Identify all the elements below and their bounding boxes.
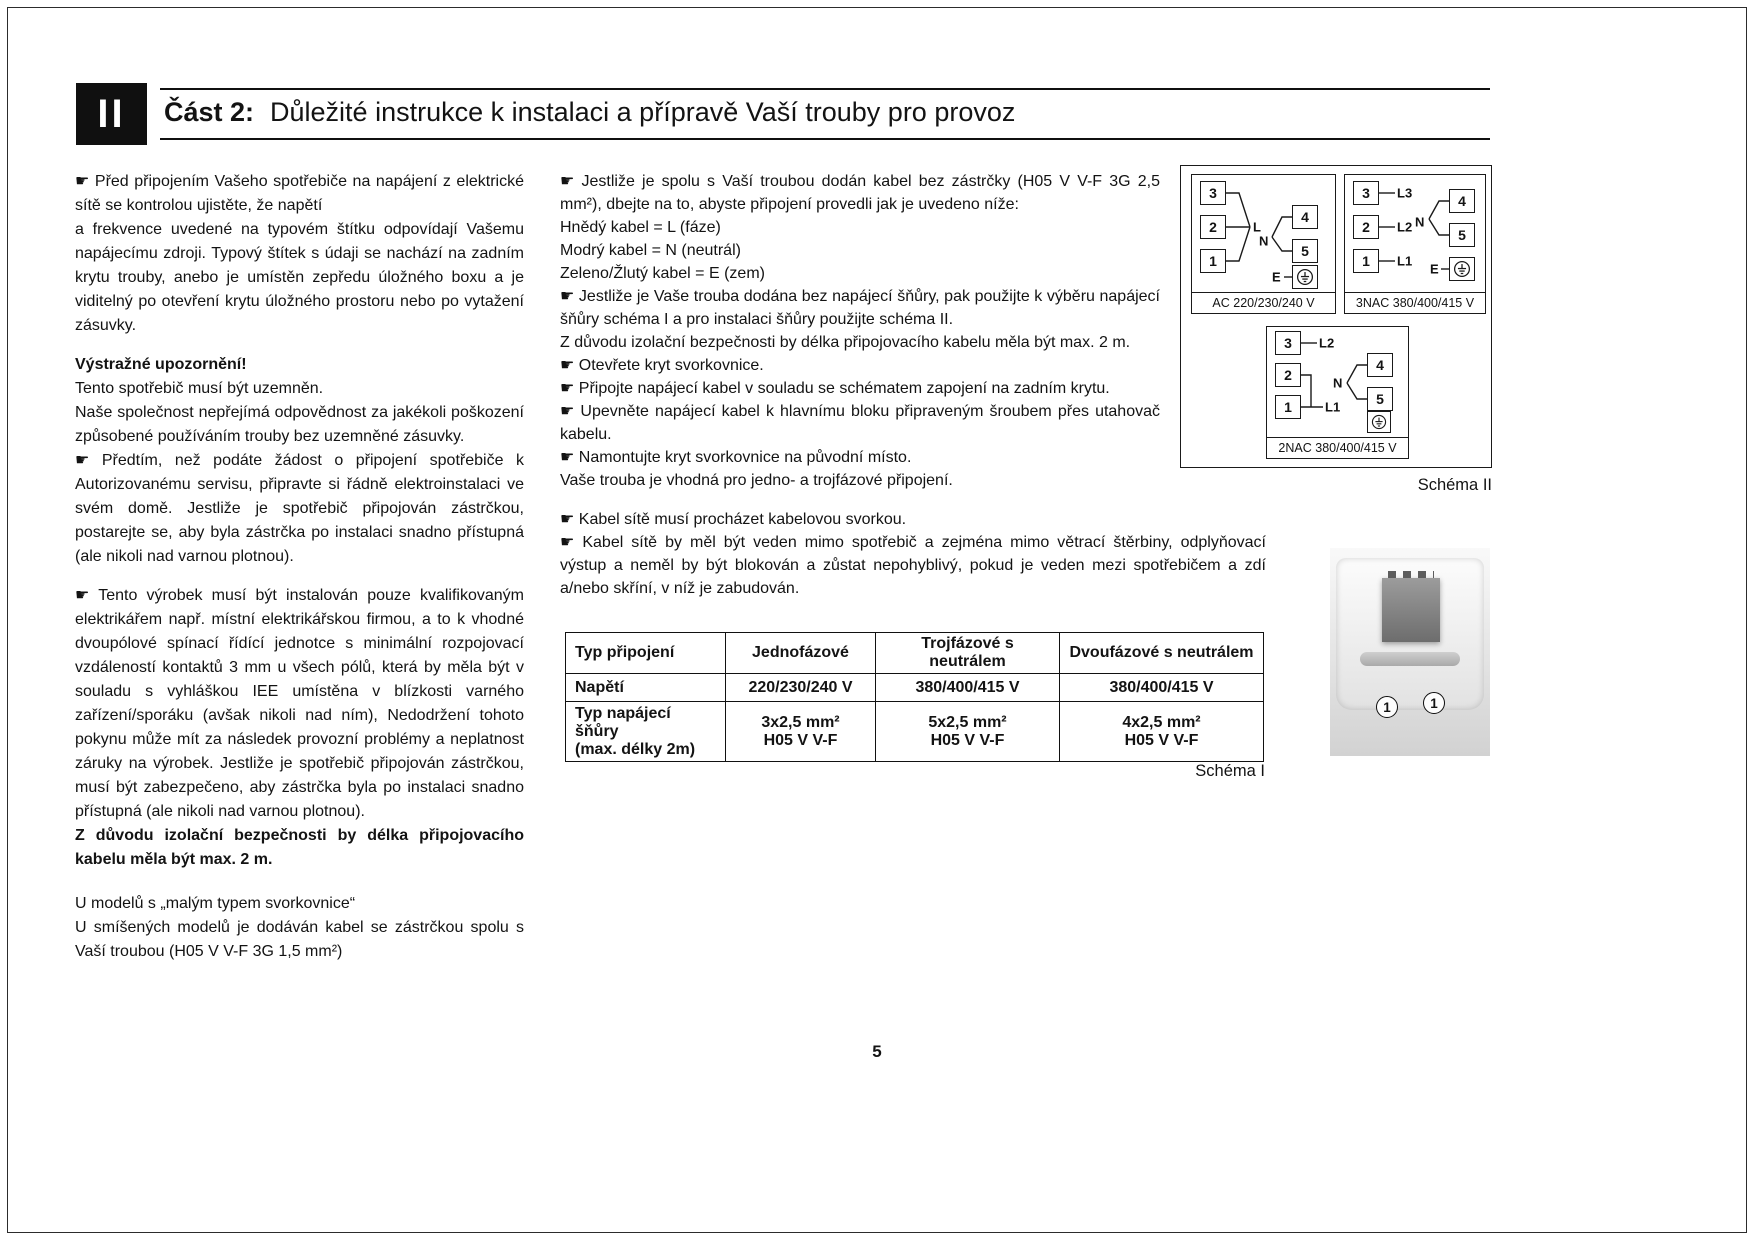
para-suitable-phases: Vaše trouba je vhodná pro jedno- a trojfázové připojení. — [560, 472, 953, 489]
diagram-3nac-three-phase — [1344, 174, 1486, 314]
cord-type-label-line2: (max. délky 2m) — [575, 740, 696, 758]
voltage-row — [566, 674, 1264, 702]
diagram-2nac-two-phase — [1266, 326, 1409, 459]
para-cable-length-bold: Z důvodu izolační bezpečnosti by délka připojovacího kabelu měla být max. 2 m. — [75, 827, 524, 868]
diagram-ac-single-phase — [1191, 174, 1336, 314]
terminal-5: 5 — [1449, 223, 1475, 247]
schema-ii-caption: Schéma II — [1417, 476, 1492, 494]
para-cable-length: Z důvodu izolační bezpečnosti by délka připojovacího kabelu měla být max. 2 m. — [560, 334, 1131, 351]
table-header-row — [566, 633, 1264, 674]
para-liability: Naše společnost nepřejímá odpovědnost za jakékoli poškození způsobené používáním trouby bez uzemněné zásuvky. — [75, 404, 524, 445]
neutral-label: N — [1415, 214, 1425, 230]
para-open-terminal-cover: ☛ Otevřete kryt svorkovnice. — [560, 357, 764, 374]
cord-type-value — [726, 702, 876, 762]
terminal-3: 3 — [1200, 181, 1226, 205]
middle-column — [560, 170, 1269, 600]
earth-icon — [1296, 268, 1314, 286]
phase-label-l3: L3 — [1397, 185, 1413, 201]
para-power-check-2: a frekvence uvedené na typovém štítku odpovídají Vašemu napájecímu zdroji. Typový štítek s údaji se nachází na zadním krytu trouby, anebo je umístěn zepředu úložného boxu a je viditelný po otevření krytu úložného prostoru nebo po vytažení zásuvky. — [75, 221, 524, 334]
earth-icon — [1453, 260, 1471, 278]
para-no-cord-schema: ☛ Jestliže je Vaše trouba dodána bez napájecí šňůry, pak použijte k výběru napájecí šňůry schéma I a pro instalaci šňůry použijte schéma II. — [560, 288, 1160, 328]
para-power-check-1: ☛ Před připojením Vašeho spotřebiče na napájení z elektrické sítě se kontrolou ujistěte, že napětí — [75, 173, 524, 214]
voltage-label: Napětí — [566, 674, 726, 702]
cord-type-value — [1060, 702, 1264, 762]
cord-size: 4x2,5 mm² — [1122, 713, 1201, 731]
header-two-phase: Dvoufázové s neutrálem — [1060, 633, 1264, 674]
cord-size: 3x2,5 mm² — [761, 713, 840, 731]
cable-color-blue: Modrý kabel = N (neutrál) — [560, 242, 741, 259]
header-connection-type: Typ připojení — [566, 633, 726, 674]
terminal-5: 5 — [1292, 239, 1318, 263]
phase-label-l1: L1 — [1397, 253, 1413, 269]
neutral-label: N — [1333, 375, 1343, 391]
page-number: 5 — [872, 1042, 882, 1061]
earth-label: E — [1272, 269, 1281, 285]
diagram-caption: AC 220/230/240 V — [1192, 292, 1335, 313]
diagram-caption: 3NAC 380/400/415 V — [1345, 292, 1485, 313]
earth-icon — [1371, 414, 1387, 430]
terminal-block-photo — [1330, 548, 1490, 756]
cable-color-greenyellow: Zeleno/Žlutý kabel = E (zem) — [560, 265, 765, 282]
para-prepare-wiring: ☛ Předtím, než podáte žádost o připojení spotřebiče k Autorizovanému servisu, připravte si řádně elektroinstalaci ve svém domě. Jestliže je spotřebič připojován zástrčkou, postarejte se, aby byla zástrčka po instalaci snadno přístupná (ale nikoli nad varnou plotnou). — [75, 452, 524, 565]
phase-label-l2: L2 — [1319, 335, 1335, 351]
callout-1-badge: 1 — [1376, 696, 1398, 718]
page-title — [164, 97, 1484, 128]
cord-spec: H05 V V-F — [1124, 731, 1199, 749]
cable-color-brown: Hnědý kabel = L (fáze) — [560, 219, 721, 236]
wiring-diagram-box — [1180, 165, 1492, 468]
cord-spec: H05 V V-F — [763, 731, 838, 749]
terminal-4: 4 — [1367, 353, 1393, 377]
neutral-label: N — [1259, 233, 1269, 249]
para-fasten-cable: ☛ Upevněte napájecí kabel k hlavnímu bloku připraveným šroubem přes utahovač kabelu. — [560, 403, 1160, 443]
title-rule-bottom — [160, 138, 1490, 140]
cord-size: 5x2,5 mm² — [928, 713, 1007, 731]
voltage-value: 220/230/240 V — [726, 674, 876, 702]
voltage-value: 380/400/415 V — [1060, 674, 1264, 702]
para-qualified-electrician: ☛ Tento výrobek musí být instalován pouze kvalifikovaným elektrikářem např. místní elektrikářskou firmou, a to k vhodné dvoupólové spínací řídící jednotce s minimální rozpojovací vzdáleností kontaktů 3 mm u všech pólů, která by měla být v souladu s vyhláškou IEE umístěna v blízkosti varného zařízení/sporáku (avšak nikoli nad ním), Nedodržení tohoto pokynu může mít za následek provozní problémy a neplatnost záruky na výrobek. Jestliže je spotřebič připojován zástrčkou, musí být zabezpečeno, aby zástrčka byla po instalaci snadno přístupná (ale nikoli nad varnou plotnou). — [75, 587, 524, 820]
earth-terminal — [1449, 257, 1475, 281]
cord-type-label-line1: Typ napájecí šňůry — [575, 704, 671, 740]
header-single-phase: Jednofázové — [726, 633, 876, 674]
para-mixed-models: U smíšených modelů je dodáván kabel se zástrčkou spolu s Vaší troubou (H05 V V-F 3G 1,5 mm²) — [75, 919, 524, 960]
terminal-4: 4 — [1449, 189, 1475, 213]
para-grounding: Tento spotřebič musí být uzemněn. — [75, 380, 324, 397]
terminal-1: 1 — [1200, 249, 1226, 273]
para-cable-without-plug: ☛ Jestliže je spolu s Vaší troubou dodán kabel bez zástrčky (H05 V V-F 3G 2,5 mm²), dbejte na to, abyste připojení provedli jak je uvedeno níže: — [560, 173, 1160, 213]
para-small-terminal-models: U modelů s „malým typem svorkovnice“ — [75, 895, 356, 912]
cord-type-row — [566, 702, 1264, 762]
terminal-2: 2 — [1200, 215, 1226, 239]
left-column — [75, 170, 524, 964]
terminal-5: 5 — [1367, 387, 1393, 411]
cord-type-value — [876, 702, 1060, 762]
para-cable-clamp: ☛ Kabel sítě musí procházet kabelovou svorkou. — [560, 511, 907, 528]
phase-label-l: L — [1253, 219, 1261, 235]
phase-label-l2: L2 — [1397, 219, 1413, 235]
terminal-1: 1 — [1353, 249, 1379, 273]
callout-1-badge: 1 — [1423, 692, 1445, 714]
terminal-3: 3 — [1353, 181, 1379, 205]
earth-terminal — [1292, 265, 1318, 289]
earth-terminal — [1367, 411, 1391, 433]
connection-table — [565, 632, 1264, 762]
part-label: Část 2: — [164, 97, 255, 127]
part-number-badge: II — [76, 83, 147, 145]
header-three-phase: Trojfázové s neutrálem — [876, 633, 1060, 674]
terminal-3: 3 — [1275, 331, 1301, 355]
terminal-1: 1 — [1275, 395, 1301, 419]
terminal-2: 2 — [1353, 215, 1379, 239]
cord-type-label — [566, 702, 726, 762]
diagram-caption: 2NAC 380/400/415 V — [1267, 437, 1408, 458]
cord-spec: H05 V V-F — [930, 731, 1005, 749]
schema-i-caption: Schéma I — [1195, 762, 1265, 780]
voltage-value: 380/400/415 V — [876, 674, 1060, 702]
para-cable-routing: ☛ Kabel sítě by měl být veden mimo spotřebič a zejména mimo větrací štěrbiny, odplyňovací výstup a neměl by být blokován a zůstat nepohyblivý, pokud je veden mezi spotřebičem a zdí a/nebo skříní, v níž je zabudován. — [560, 534, 1266, 597]
warning-heading: Výstražné upozornění! — [75, 356, 247, 373]
cable-clamp — [1360, 652, 1460, 666]
para-remount-cover: ☛ Namontujte kryt svorkovnice na původní místo. — [560, 449, 912, 466]
terminal-4: 4 — [1292, 205, 1318, 229]
earth-label: E — [1430, 261, 1439, 277]
para-connect-per-diagram: ☛ Připojte napájecí kabel v souladu se schématem zapojení na zadním krytu. — [560, 380, 1110, 397]
title-rule-top — [160, 88, 1490, 90]
title-text: Důležité instrukce k instalaci a přípravě Vaší trouby pro provoz — [270, 97, 1016, 127]
terminal-block — [1382, 578, 1440, 642]
phase-label-l1: L1 — [1325, 399, 1341, 415]
terminal-2: 2 — [1275, 363, 1301, 387]
